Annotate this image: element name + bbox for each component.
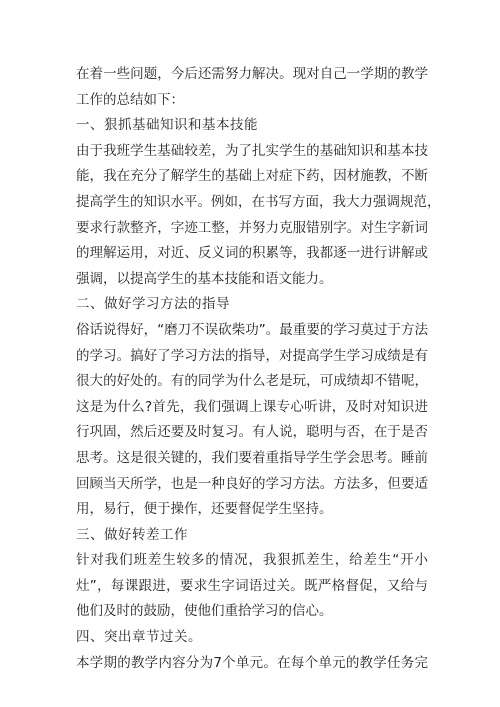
paragraph-line: 提高学生的知识水平。例如，在书写方面，我大力强调规范， bbox=[76, 193, 441, 210]
section-heading: 二、做好学习方法的指导 bbox=[76, 296, 230, 313]
paragraph-line: 针对我们班差生较多的情况，我狠抓差生，给差生“开小 bbox=[76, 552, 428, 569]
section-heading: 三、做好转差工作 bbox=[76, 526, 188, 543]
paragraph-line: 很大的好处的。有的同学为什么老是玩，可成绩却不错呢， bbox=[76, 373, 428, 390]
paragraph-line: 的理解运用，对近、反义词的积累等，我都逐一进行讲解或 bbox=[76, 245, 428, 262]
paragraph-line: 行巩固，然后还要及时复习。有人说，聪明与否，在于是否 bbox=[76, 424, 428, 441]
paragraph-line: 能，我在充分了解学生的基础上对症下药，因材施教，不断 bbox=[76, 168, 428, 185]
paragraph-line: 要求行款整齐，字迹工整，并努力克服错别字。对生字新词 bbox=[76, 219, 428, 236]
paragraph-line: 由于我班学生基础较差，为了扎实学生的基础知识和基本技 bbox=[76, 142, 428, 159]
paragraph-line: 用，易行，便于操作，还要督促学生坚持。 bbox=[76, 501, 333, 518]
paragraph-line: 强调，以提高学生的基本技能和语文能力。 bbox=[76, 270, 333, 287]
section-heading: 一、狠抓基础知识和基本技能 bbox=[76, 117, 258, 134]
paragraph-line: 工作的总结如下： bbox=[76, 91, 184, 108]
paragraph-line: 灶”，每课跟进，要求生字词语过关。既严格督促，又给与 bbox=[76, 577, 428, 594]
paragraph-line: 思考。这是很关键的，我们要着重指导学生学会思考。睡前 bbox=[76, 449, 428, 466]
paragraph-line: 他们及时的鼓励，使他们重拾学习的信心。 bbox=[76, 603, 333, 620]
paragraph-line: 的学习。搞好了学习方法的指导，对提高学生学习成绩是有 bbox=[76, 347, 428, 364]
paragraph-line: 在着一些问题，今后还需努力解决。现对自己一学期的教学 bbox=[76, 66, 428, 82]
paragraph-line: 本学期的教学内容分为7个单元。在每个单元的教学任务完 bbox=[76, 654, 428, 671]
paragraph-line: 回顾当天所学，也是一种良好的学习方法。方法多，但要适 bbox=[76, 475, 428, 492]
section-heading: 四、突出章节过关。 bbox=[76, 629, 202, 646]
paragraph-line: 这是为什么?首先，我们强调上课专心听讲，及时对知识进 bbox=[76, 398, 428, 415]
paragraph-line: 俗话说得好，“磨刀不误砍柴功”。最重要的学习莫过于方法 bbox=[76, 321, 428, 338]
document-page bbox=[76, 62, 441, 676]
